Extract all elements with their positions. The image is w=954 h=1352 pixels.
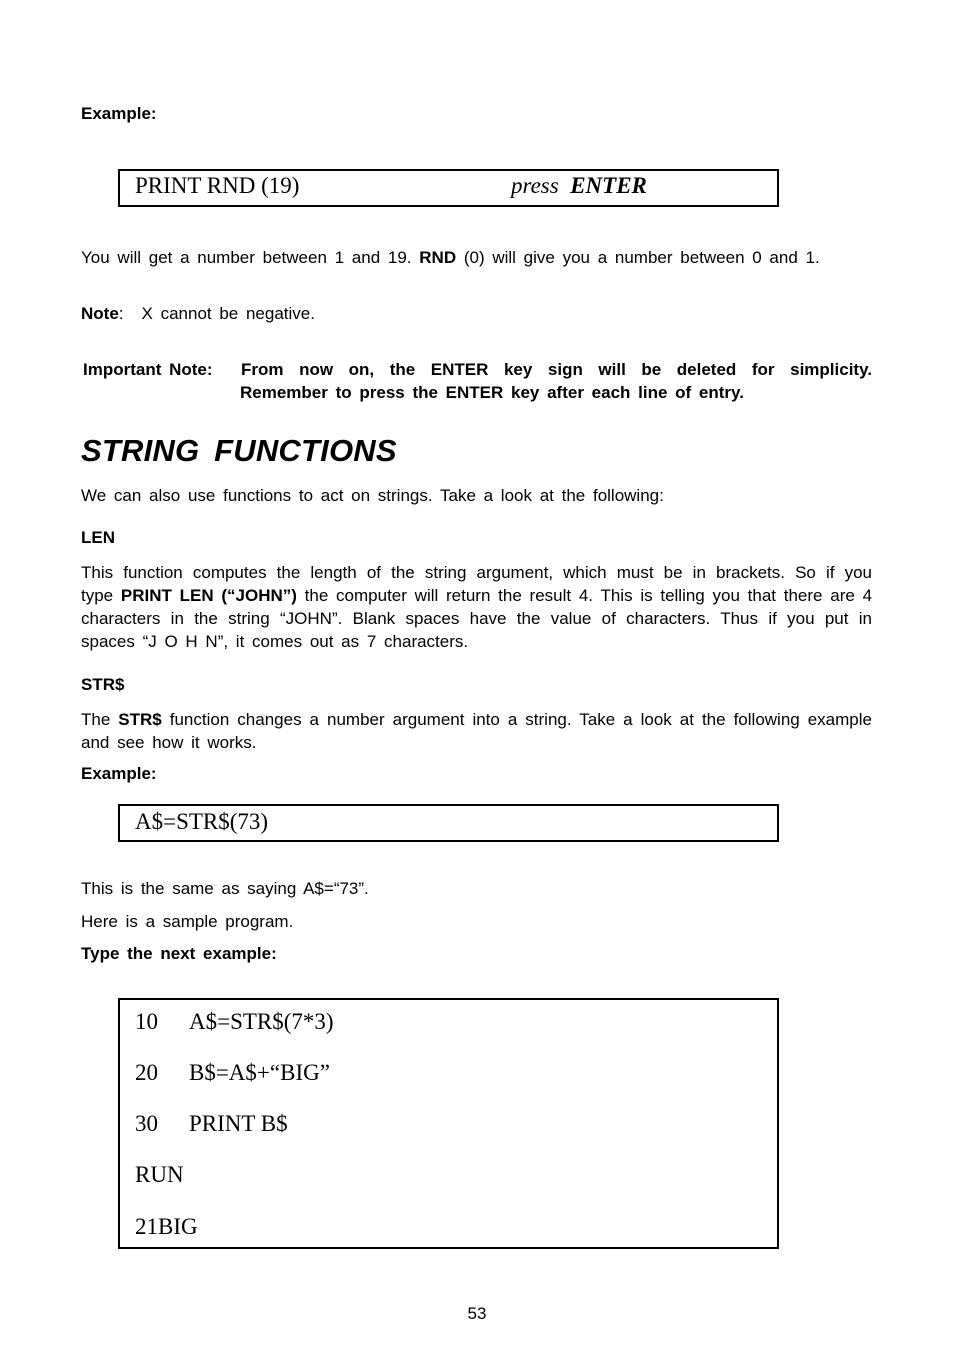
enter-key-word: ENTER xyxy=(570,173,647,198)
keyword-rnd: RND xyxy=(419,248,457,267)
line-code: A$=STR$(7*3) xyxy=(189,1009,334,1034)
keyword-str: STR$ xyxy=(118,710,162,729)
text-segment: function changes a number argument into a string. Take a look at the following example and see how it works. xyxy=(81,710,872,752)
important-note-line-1: From now on, the ENTER key sign will be deleted for simplicity. xyxy=(241,360,872,379)
len-title: LEN xyxy=(81,528,115,547)
note-label: Note xyxy=(81,304,119,323)
paragraph-rnd xyxy=(81,246,872,269)
press-word: press xyxy=(511,173,559,198)
code-command: PRINT RND (19) xyxy=(135,173,300,198)
text-segment: (0) will give you a number between 0 and 1. xyxy=(456,248,820,267)
text-segment: the computer will return the result 4. This is telling you that there are 4 characters in the string “JOHN”. Blank spaces have the value of characters. Thus if you put in spaces “J O H N”, it comes out as 7 characters. xyxy=(81,586,873,651)
line-code: PRINT B$ xyxy=(189,1111,288,1136)
press-enter-hint xyxy=(511,173,647,199)
str-paragraph xyxy=(81,708,872,754)
page-number: 53 xyxy=(467,1304,487,1323)
intro-paragraph: We can also use functions to act on strings. Take a look at the following: xyxy=(81,486,664,505)
note xyxy=(81,302,872,325)
note-colon: : xyxy=(118,304,124,323)
code-box-print-rnd xyxy=(118,169,779,207)
str-title: STR$ xyxy=(81,675,125,694)
program-line xyxy=(135,1009,334,1035)
important-note-line-2: Remember to press the ENTER key after each line of entry. xyxy=(240,383,744,402)
run-command: RUN xyxy=(135,1162,184,1187)
line-code: B$=A$+“BIG” xyxy=(189,1060,330,1085)
code-command: A$=STR$(73) xyxy=(135,809,269,834)
important-note-label: Important Note: xyxy=(83,360,213,379)
code-box-program xyxy=(118,998,779,1249)
text-segment: You will get a number between 1 and 19. xyxy=(81,248,420,267)
type-next-example-label: Type the next example: xyxy=(81,944,277,963)
line-number: 20 xyxy=(135,1060,158,1085)
keyword-print-len: PRINT LEN (“JOHN”) xyxy=(120,586,297,605)
section-heading: STRING FUNCTIONS xyxy=(81,433,397,468)
code-box-str xyxy=(118,804,779,842)
note-text: X cannot be negative. xyxy=(141,304,315,323)
line-number: 10 xyxy=(135,1009,158,1034)
sample-program-text: Here is a sample program. xyxy=(81,912,294,931)
example-label: Example: xyxy=(81,764,157,783)
example-label: Example: xyxy=(81,104,157,123)
same-as-text: This is the same as saying A$=“73”. xyxy=(81,879,369,898)
len-paragraph xyxy=(81,561,872,653)
program-output: 21BIG xyxy=(135,1214,198,1239)
program-line xyxy=(135,1111,288,1137)
text-segment: This function computes the length of the string argument, which must be in brackets. So if you type xyxy=(81,563,872,605)
line-number: 30 xyxy=(135,1111,158,1136)
program-line xyxy=(135,1060,330,1086)
text-segment: The xyxy=(81,710,119,729)
